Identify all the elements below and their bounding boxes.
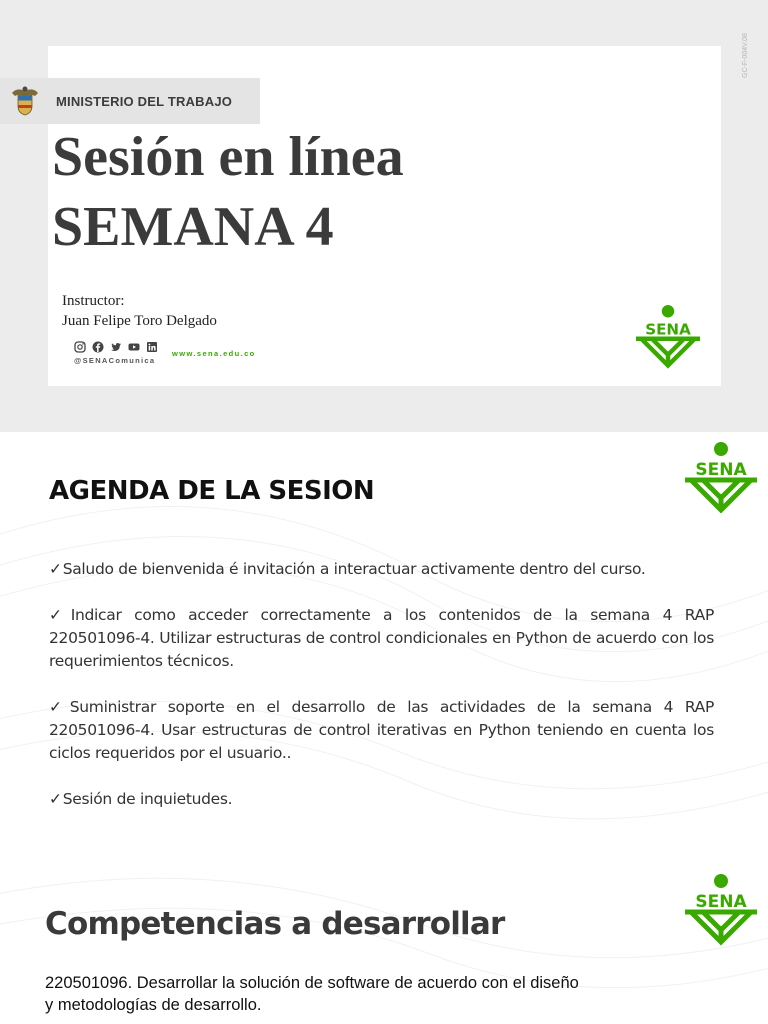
instructor-name: Juan Felipe Toro Delgado [62, 313, 217, 329]
social-icons [74, 341, 158, 353]
website-link[interactable]: www.sena.edu.co [172, 349, 256, 358]
instagram-icon [74, 341, 86, 353]
week-title: SEMANA 4 [52, 196, 334, 258]
instructor-label: Instructor: [62, 293, 125, 309]
sena-logo [683, 874, 759, 946]
sena-logo-text: SENA [645, 320, 691, 339]
agenda-list [49, 558, 714, 834]
linkedin-icon [146, 341, 158, 353]
document-code: GC-F-004V.08 [742, 33, 749, 78]
session-title: Sesión en línea [52, 126, 404, 188]
competency-text: 220501096. Desarrollar la solución de software de acuerdo con el diseño y metodologías de desarrollo. [45, 974, 579, 1014]
agenda-title: AGENDA DE LA SESION [49, 476, 375, 506]
list-item: ✓Sesión de inquietudes. [49, 790, 233, 808]
coat-of-arms-icon [8, 84, 42, 118]
social-handle: @SENAComunica [74, 356, 156, 365]
check-icon: ✓ [49, 606, 70, 624]
title-slide [0, 0, 768, 432]
check-icon: ✓ [49, 790, 62, 808]
youtube-icon [128, 341, 140, 353]
competencies-slide [0, 864, 768, 1024]
sena-logo-text: SENA [695, 460, 747, 480]
sena-logo [634, 305, 702, 369]
sena-logo [683, 442, 759, 514]
check-icon: ✓ [49, 698, 69, 716]
check-icon: ✓ [49, 560, 62, 578]
list-item: ✓Saludo de bienvenida é invitación a interactuar activamente dentro del curso. [49, 560, 646, 578]
ministry-banner [0, 78, 260, 124]
ministry-label: MINISTERIO DEL TRABAJO [56, 94, 233, 109]
sena-logo-text: SENA [695, 892, 747, 912]
agenda-slide [0, 432, 768, 864]
competencies-title: Competencias a desarrollar [45, 906, 505, 942]
twitter-icon [110, 341, 122, 353]
list-item: ✓Indicar como acceder correctamente a los contenidos de la semana 4 RAP 220501096-4. Utilizar estructuras de control condicionales en Python de acuerdo con los requerimientos técnicos. [49, 606, 715, 670]
facebook-icon [92, 341, 104, 353]
list-item: ✓Suministrar soporte en el desarrollo de las actividades de la semana 4 RAP 220501096-4. Usar estructuras de control iterativas en Python teniendo en cuenta los ciclos requeridos por el usuario.. [49, 698, 715, 762]
